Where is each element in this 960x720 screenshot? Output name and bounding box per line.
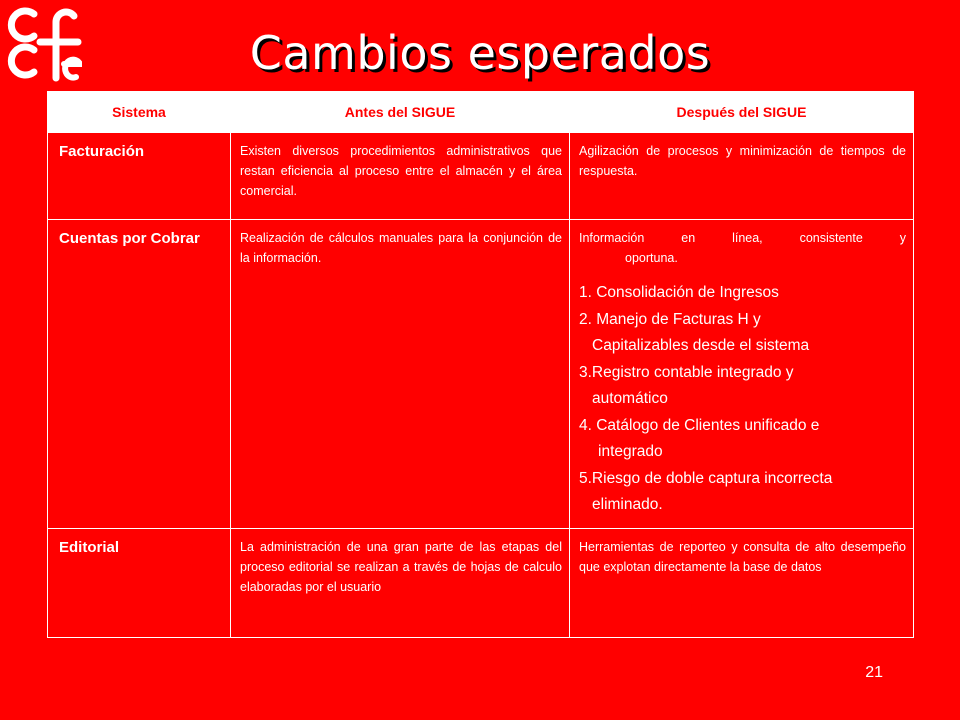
header-sistema: Sistema: [48, 92, 231, 133]
row-antes: Realización de cálculos manuales para la conjunción de la información.: [240, 231, 562, 265]
header-despues: Después del SIGUE: [570, 92, 914, 133]
page-title: Cambios esperados: [249, 26, 711, 80]
table-row: [48, 220, 914, 529]
row-antes: La administración de una gran parte de las etapas del proceso editorial se realizan a través de hojas de calculo elaboradas por el usuario: [240, 540, 562, 594]
benefits-list: [570, 280, 913, 519]
header-antes: Antes del SIGUE: [231, 92, 570, 133]
list-item: automático: [592, 390, 668, 407]
list-item: 1. Consolidación de Ingresos: [579, 284, 779, 301]
list-item: Capitalizables desde el sistema: [592, 337, 810, 354]
row-despues-line1: Información en línea, consistente y: [579, 231, 906, 245]
list-item: 2. Manejo de Facturas H y: [579, 310, 761, 328]
table-row: [48, 529, 914, 638]
page-number: 21: [865, 664, 883, 681]
table-row: [48, 133, 914, 220]
list-item: integrado: [598, 443, 663, 460]
list-item: eliminado.: [592, 496, 663, 513]
row-sistema: Cuentas por Cobrar: [59, 230, 200, 247]
row-despues: Agilización de procesos y minimización de tiempos de respuesta.: [579, 144, 906, 178]
row-sistema: Facturación: [59, 143, 145, 160]
list-item: 4. Catálogo de Clientes unificado e: [579, 416, 820, 434]
row-despues-line2: oportuna.: [625, 251, 678, 265]
row-despues: Herramientas de reporteo y consulta de alto desempeño que explotan directamente la base de datos: [579, 540, 906, 574]
table-header-row: [48, 92, 914, 133]
list-item: 3.Registro contable integrado y: [579, 363, 794, 381]
row-sistema: Editorial: [59, 539, 120, 556]
row-antes: Existen diversos procedimientos administrativos que restan eficiencia al proceso entre el almacén y el área comercial.: [240, 144, 562, 198]
comparison-table: [47, 91, 914, 638]
list-item: 5.Riesgo de doble captura incorrecta: [579, 469, 833, 487]
